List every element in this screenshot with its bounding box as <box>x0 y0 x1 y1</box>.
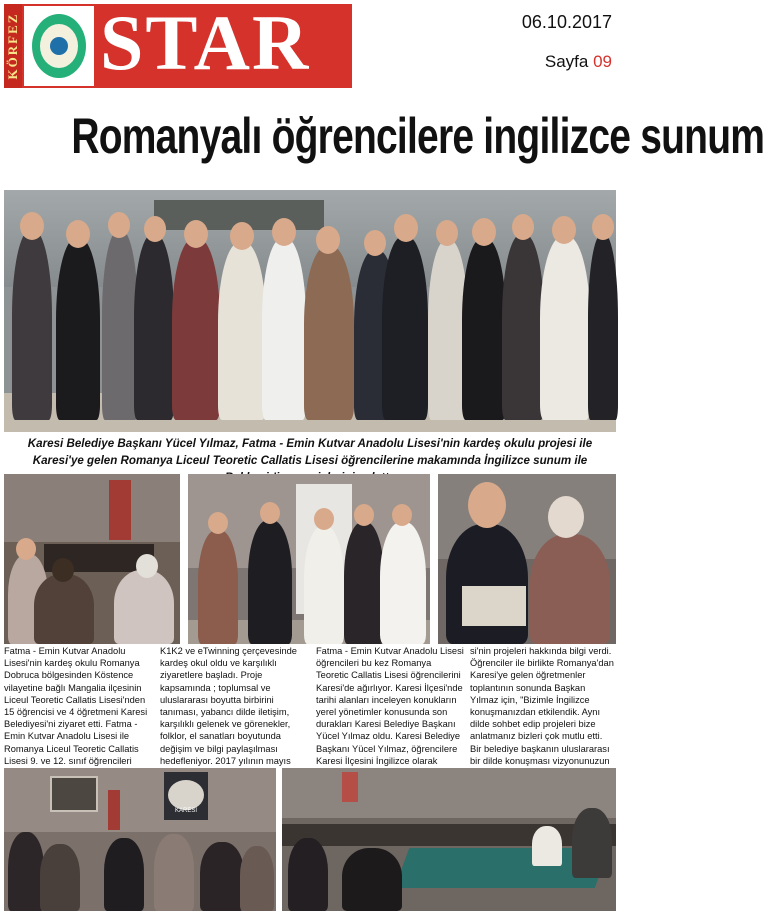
article-column-4: si'nin projeleri hakkında bilgi verdi. Öğrenciler ile birlikte Romanya'dan Karesi'ye gelen öğretmenler toplantının sonunda Başkan Yılmaz için, "Bizimle İngilizce konuşmanızdan etkilendik. Aynı dilde sohbet edip projeleri bize anlatmanız bizleri çok mutlu etti. Bir belediye başkanın uluslararası bir dilde konuşması vizyonunuzun <box>470 646 614 766</box>
article-column-3: Fatma - Emin Kutvar Anadolu Lisesi öğrencileri bu kez Romanya Teoretic Callatis Lisesi öğrencilerini Karesi'de ağırlıyor. Karesi İlçesi'nde tarihi alanları inceleyen konukların yerel yönetimler konusunda son durakları Karesi Belediye Başkanı Yücel Yılmaz oldu. Karesi Belediye Başkanı Yücel Yılmaz, öğrencilere Karesi İlçesini İngilizce olarak <box>316 646 464 766</box>
main-group-photo <box>4 190 616 432</box>
karesi-sign: KARESİ <box>174 808 197 814</box>
lead-caption: Karesi Belediye Başkanı Yücel Yılmaz, Fatma - Emin Kutvar Anadolu Lisesi'nin kardeş okulu projesi ile Karesi'ye gelen Romanya Liceul Teoretic Callatis Lisesi öğrencilerine makamında İngilizce sunum ile <box>27 437 593 467</box>
page-label: Sayfa <box>544 52 589 71</box>
brand-korfez: KÖRFEZ <box>5 12 20 80</box>
issue-date: 06.10.2017 <box>521 12 612 32</box>
seated-audience-photo <box>4 768 276 911</box>
newspaper-title: STAR <box>100 0 311 86</box>
article-column-1: Fatma - Emin Kutvar Anadolu Lisesi'nin kardeş okulu Romanya Dobruca bölgesinden Köstence vilayetine bağlı Mangalia ilçesinin Liceul Teoretic Callatis Lisesi'nden 15 öğrencisi ve 4 öğretmeni Karesi Belediyesi'ni ziyaret etti. Fatma - Emin Kutvar Anadolu Lisesi ile Romanya Liceul Teoretic Callatis Lisesi 9. ve 12. sınıf öğrencileri <box>4 646 148 766</box>
masthead <box>4 0 352 88</box>
korfez-band <box>4 4 22 88</box>
gift-exchange-photo <box>438 474 616 644</box>
mayor-with-teachers-photo <box>188 474 430 644</box>
office-meeting-photo <box>4 474 180 644</box>
page-number <box>545 52 612 72</box>
page-number-value: 09 <box>593 52 612 71</box>
article-column-2: K1K2 ve eTwinning çerçevesinde kardeş okul oldu ve karşılıklı ziyaretlere başladı. Proje kapsamında ; toplumsal ve uluslararası boyutta birbirini tanıması, yabancı dilde iletişim, karşılıklı gelenek ve görenekler, folklor, el sanatları boyutunda değişim ve bilgi paylaşılması hedefleniyor. 2017 yılının mayıs <box>160 646 297 766</box>
meeting-room-photo <box>282 768 616 911</box>
headline: Romanyalı öğrencilere ingilizce sunum <box>71 108 764 164</box>
newspaper-logo-icon <box>24 6 94 86</box>
